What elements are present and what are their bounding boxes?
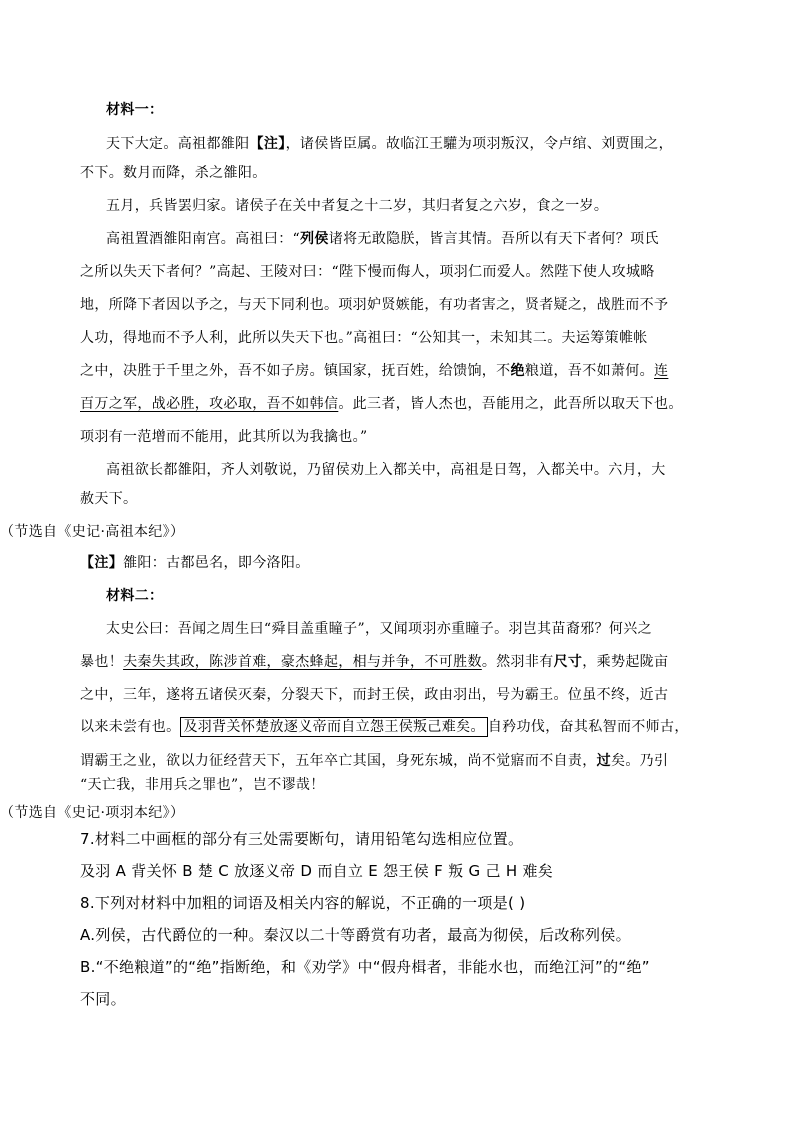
material-2-title: 材料二： — [106, 588, 164, 604]
bold-term-guo: 过 — [596, 753, 611, 769]
material-1-line — [80, 361, 668, 381]
question-8-option-b-continued: 不同。 — [80, 990, 126, 1008]
note-label: 【注】 — [80, 555, 124, 571]
material-1-line — [106, 134, 673, 154]
material-1-line — [80, 394, 683, 414]
material-2-line: 太史公曰：吾闻之周生曰“舜目盖重瞳子”，又闻项羽亦重瞳子。羽岂其苗裔邪？何兴之 — [106, 621, 652, 637]
text-run: ，乘势起陇亩 — [582, 654, 669, 670]
question-8-stem: 8.下列对材料中加粗的词语及相关内容的解说，不正确的一项是( ) — [80, 894, 526, 912]
text-run: 。然羽非有 — [481, 654, 554, 670]
material-2-line: 之中，三年，遂将五诸侯灭秦，分裂天下，而封王侯，政由羽出，号为霸王。位虽不终，近古 — [80, 687, 669, 703]
underlined-text: 百万之军，战必胜，攻必取，吾不如韩信 — [80, 396, 339, 412]
material-2-line — [80, 652, 668, 672]
material-1-line: 项羽有一范增而不能用，此其所以为我擒也。” — [80, 429, 368, 445]
material-2-line: “天亡我，非用兵之罪也”，岂不谬哉！ — [80, 777, 325, 793]
material-1-line: 地，所降下者因以予之，与天下同利也。项羽妒贤嫉能，有功者害之，贤者疑之，战胜而不予 — [80, 297, 669, 313]
text-run: 矣。乃引 — [610, 753, 669, 769]
material-1-line: 赦天下。 — [80, 491, 138, 507]
material-1-title: 材料一： — [106, 102, 164, 118]
material-1-line: 高祖欲长都雒阳，齐人刘敬说，乃留侯劝上入都关中，高祖是日驾，入都关中。六月，大 — [106, 462, 666, 478]
annotation-note — [80, 553, 310, 573]
bold-term-liehou: 列侯 — [300, 231, 329, 247]
underlined-text: 连 — [654, 363, 669, 379]
question-8-option-a: A.列侯，古代爵位的一种。秦汉以二十等爵赏有功者，最高为彻侯，后改称列侯。 — [80, 926, 631, 944]
text-run: 天下大定。高祖都雒阳 — [106, 136, 250, 152]
material-1-line: 人功，得地而不予人利，此所以失天下也。”高祖曰：“公知其一，未知其二。夫运筹策帷帐 — [80, 330, 648, 346]
material-2-line — [80, 717, 689, 737]
underlined-text: 夫秦失其政，陈涉首难，豪杰蜂起，相与并争，不可胜数 — [123, 654, 482, 670]
material-1-line: 不下。数月而降，杀之雒阳。 — [80, 165, 267, 181]
material-2-line — [80, 751, 668, 771]
text-run: ，诸侯皆臣属。故临江王驩为项羽叛汉，令卢绾、刘贾围之， — [285, 136, 674, 152]
text-run: 自矜功伐，奋其私智而不师古， — [487, 719, 689, 735]
material-1-line: 五月，兵皆罢归家。诸侯子在关中者复之十二岁，其归者复之六岁，食之一岁。 — [106, 198, 609, 214]
question-7-stem: 7.材料二中画框的部分有三处需要断句，请用铅笔勾选相应位置。 — [80, 830, 524, 848]
boxed-sentence: 及羽背关怀楚放逐义帝而自立怨王侯叛己难矣。 — [180, 717, 487, 737]
text-run: 以来未尝有也。 — [80, 719, 181, 735]
bold-term-jue: 绝 — [510, 363, 525, 379]
note-text: 雒阳：古都邑名，即今洛阳。 — [123, 555, 310, 571]
text-run: 粮道，吾不如萧何。 — [524, 363, 655, 379]
text-run: 暴也！ — [80, 654, 124, 670]
material-1-line — [106, 229, 659, 249]
source-citation-2: （节选自《史记·项羽本纪》） — [0, 805, 185, 821]
text-run: 。此三者，皆人杰也，吾能用之，此吾所以取天下也。 — [338, 396, 683, 412]
text-run: 谓霸王之业，欲以力征经营天下，五年卒亡其国，身死东城，尚不觉寤而不自责， — [80, 753, 597, 769]
note-reference: 【注】 — [249, 136, 286, 152]
source-citation-1: （节选自《史记·高祖本纪》） — [0, 524, 185, 540]
text-run: 之中，决胜于千里之外，吾不如子房。镇国家，抚百姓，给馈饷，不 — [80, 363, 511, 379]
text-run: 诸将无敢隐朕，皆言其情。吾所以有天下者何？项氏 — [328, 231, 659, 247]
question-7-options: 及羽 A 背关怀 B 楚 C 放逐义帝 D 而自立 E 怨王侯 F 叛 G 己 H 难矣 — [80, 862, 554, 880]
material-1-line: 之所以失天下者何？”高起、王陵对曰：“陛下慢而侮人，项羽仁而爱人。然陛下使人攻城略 — [80, 264, 655, 280]
text-run: 高祖置酒雒阳南宫。高祖曰：“ — [106, 231, 301, 247]
question-8-option-b: B.“不绝粮道”的“绝”指断绝，和《劝学》中“假舟楫者，非能水也，而绝江河”的“绝” — [80, 958, 650, 976]
bold-term-chicun: 尺寸 — [553, 654, 583, 670]
